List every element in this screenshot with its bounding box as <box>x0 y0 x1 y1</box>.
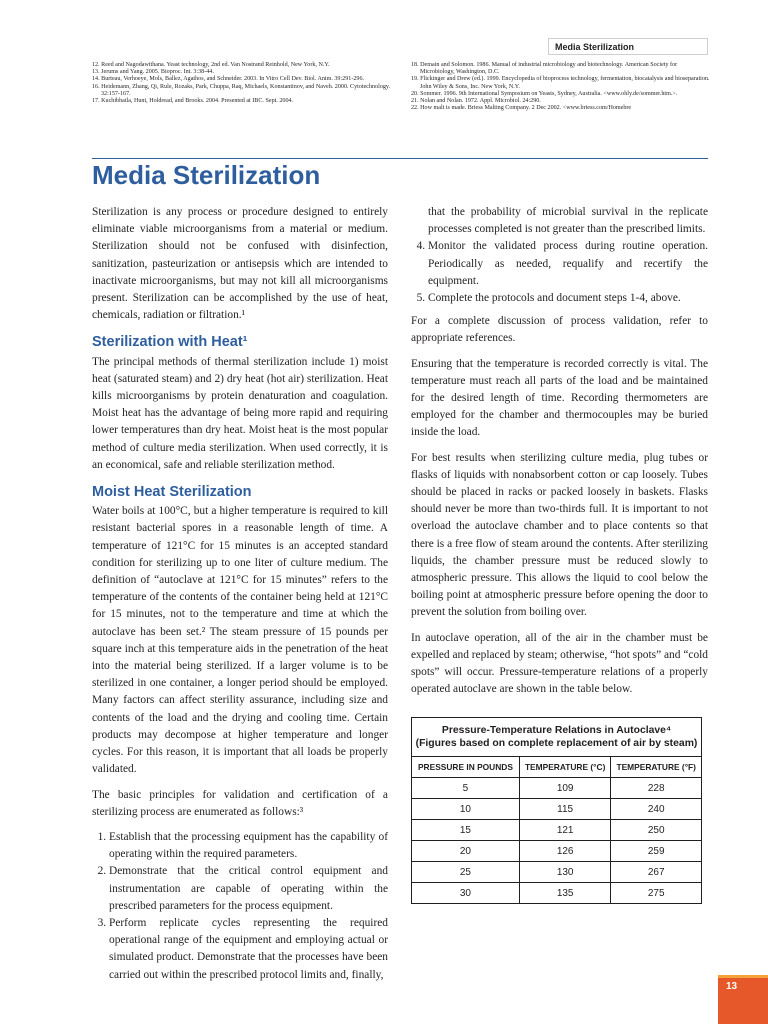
temperature-paragraph: Ensuring that the temperature is recorded correctly is vital. The temperature must reach all parts of the load and be maintained for the desired length of time. Recording thermometers are employed for the chamber and thermocouples may be buried inside the load. <box>411 357 708 439</box>
list-item: 3. Perform replicate cycles representing the required operational range of the equipment and employing actual or simulated product. Demonstrate that the processes have been carried out within the prescribed protocol limits and, finally, <box>109 915 388 984</box>
table-cell: 25 <box>412 862 520 883</box>
validation-reference-paragraph: For a complete discussion of process validation, refer to appropriate references. <box>411 315 708 345</box>
best-results-paragraph: For best results when sterilizing culture media, plug tubes or flasks of liquids with nonabsorbent cotton or cap loosely. Tubes should be placed in racks or packed loosely in baskets. Flasks should never be more than two-thirds full. It is important to not overload the autoclave chamber and to place contents so that there is a free flow of steam around the contents. After sterilizing liquids, the chamber pressure must be reduced slowly to atmospheric pressure. This allows the liquid to cool below the boiling point at atmospheric pressure before opening the door to prevent the solution from boiling over. <box>411 451 708 619</box>
table-row <box>412 883 702 904</box>
table-row <box>412 820 702 841</box>
table-row <box>412 841 702 862</box>
table-cell: 5 <box>412 778 520 799</box>
reference-item: 18. Demain and Solomon. 1986. Manual of industrial microbiology and biotechnology. American Society for Microbiology, Washington, D.C. <box>411 62 678 76</box>
table-caption-title: Pressure-Temperature Relations in Autoclave⁴ <box>441 725 672 736</box>
reference-item: 21. Nolan and Nolan. 1972. Appl. Microbiol. 24:290. <box>411 98 541 105</box>
table-row <box>412 778 702 799</box>
reference-item: 12. Reed and Nagodawithana. Yeast technology, 2nd ed. Van Nostrand Reinhold, New York, N.Y. <box>92 62 330 68</box>
intro-paragraph: Sterilization is any process or procedure designed to entirely eliminate viable microorganisms from a material or medium. Sterilization should not be confused with disinfection, sanitization, pasteurization or antisepsis which are intended to inactivate microorganisms, but may not kill all microorganisms present. Sterilization can be accomplished by the use of heat, chemicals, radiation or filtration.¹ <box>92 206 388 322</box>
table-cell: 115 <box>519 799 611 820</box>
table-caption <box>412 718 702 757</box>
table-cell: 240 <box>611 799 702 820</box>
references-left <box>92 62 392 105</box>
page-tab-accent <box>718 975 768 978</box>
heading-moist-heat: Moist Heat Sterilization <box>92 484 252 501</box>
page-number: 13 <box>726 981 738 992</box>
reference-item: 13. Jerums and Yang. 2005. Bioproc. Int. 3:38-44. <box>92 69 214 76</box>
validation-steps-list <box>92 829 388 984</box>
page-title: Media Sterilization <box>92 160 321 190</box>
table-row <box>412 862 702 883</box>
table-cell: 259 <box>611 841 702 862</box>
heat-paragraph: The principal methods of thermal sterilization include 1) moist heat (saturated steam) and 2) dry heat (hot air) sterilization. Heat kills microorganisms by protein denaturation and coagulation. Moist heat has the advantage of being more rapid and requiring lower temperatures than dry heat. Moist heat is the most popular method of culture media sterilization. When used correctly, it is an economical, safe and reliable sterilization method. <box>92 355 388 471</box>
principles-paragraph: The basic principles for validation and certification of a sterilizing process are enumerated as follows:³ <box>92 788 388 818</box>
reference-item: 22. How malt is made. Briess Malting Company. 2 Dec 2002. <www.briess.com/Homebre <box>411 105 632 112</box>
reference-item: 14. Burteau, Verhoeye, Mols, Ballez, Agathos, and Schneider. 2003. In Vitro Cell Dev. Biol. Anim. 39:291-296. <box>92 76 365 83</box>
list-item: 5. Complete the protocols and document steps 1-4, above. <box>428 290 708 307</box>
table-cell: 121 <box>519 820 611 841</box>
section-divider <box>92 158 708 159</box>
table-row <box>412 799 702 820</box>
reference-item: 19. Flickinger and Drew (ed.). 1999. Encyclopedia of bioprocess technology, fermentation, biocatalysis and bioseparation. John Wiley & Sons, Inc. New York, N.Y. <box>411 76 710 90</box>
list-item: 1. Establish that the processing equipment has the capability of operating within the required parameters. <box>109 829 388 863</box>
table-cell: 135 <box>519 883 611 904</box>
table-cell: 109 <box>519 778 611 799</box>
reference-item: 16. Heidemann, Zhang, Qi, Rule, Rozaks, Park, Chuppa, Raq, Michaels, Konstantinov, and Naveh. 2000. Cytotechnology. 32:157-167. <box>92 83 391 97</box>
references-right <box>411 62 711 112</box>
moist-heat-paragraph: Water boils at 100°C, but a higher temperature is required to kill resistant bacterial spores in a reasonable length of time. A temperature of 121°C for 15 minutes is an accepted standard condition for sterilizing up to one liter of culture medium. The definition of “autoclave at 121°C for 15 minutes” refers to the temperature of the contents of the container being held at 121°C for 15 minutes, not to the temperature and time at which the autoclave has been set.² The steam pressure of 15 pounds per square inch at this temperature aids in the penetration of the heat into the material being sterilized. If a larger volume is to be sterilized in one container, a longer period should be employed. Many factors can affect sterility assurance, including size and contents of the load and the drying and cooling time. Certain products may decompose at higher temperature and longer cycles. For this reason, it is important that all loads be properly validated. <box>92 505 388 776</box>
column-left <box>92 204 388 984</box>
heading-heat: Sterilization with Heat¹ <box>92 334 248 351</box>
table-caption-subtitle: (Figures based on complete replacement of air by steam) <box>415 738 698 749</box>
autoclave-operation-paragraph: In autoclave operation, all of the air in the chamber must be expelled and replaced by steam; otherwise, “hot spots” and “cold spots” will occur. Pressure-temperature relations of a properly operated autoclave are shown in the table below. <box>411 631 708 696</box>
column-header: PRESSURE IN POUNDS <box>412 757 520 778</box>
table-header-row <box>412 757 702 778</box>
table-cell: 275 <box>611 883 702 904</box>
running-header: Media Sterilization <box>548 38 708 55</box>
table-cell: 30 <box>412 883 520 904</box>
reference-item: 17. Kuchibhatla, Hunt, Holdread, and Brooks. 2004. Presented at IBC. Sept. 2004. <box>92 98 294 105</box>
list-continuation: that the probability of microbial survival in the replicate processes completed is not greater than the prescribed limits. <box>428 206 708 236</box>
table-cell: 126 <box>519 841 611 862</box>
list-item: 4. Monitor the validated process during routine operation. Periodically as needed, requalify and recertify the equipment. <box>428 238 708 290</box>
table-cell: 20 <box>412 841 520 862</box>
column-header: TEMPERATURE (°F) <box>611 757 702 778</box>
table-cell: 15 <box>412 820 520 841</box>
table-cell: 250 <box>611 820 702 841</box>
list-item: 2. Demonstrate that the critical control equipment and instrumentation are capable of operating within the prescribed parameters for the process equipment. <box>109 863 388 915</box>
table-cell: 130 <box>519 862 611 883</box>
pressure-temperature-table <box>411 717 702 904</box>
table-cell: 228 <box>611 778 702 799</box>
table-cell: 267 <box>611 862 702 883</box>
column-header: TEMPERATURE (°C) <box>519 757 611 778</box>
validation-steps-list-cont <box>411 238 708 307</box>
column-right <box>411 204 708 706</box>
table-cell: 10 <box>412 799 520 820</box>
reference-item: 20. Sommer. 1996. 9th International Symposium on Yeasts, Sydney, Australia. <www.ohly.de/sommer.htm.>. <box>411 90 678 97</box>
page-number-tab <box>718 975 768 1024</box>
